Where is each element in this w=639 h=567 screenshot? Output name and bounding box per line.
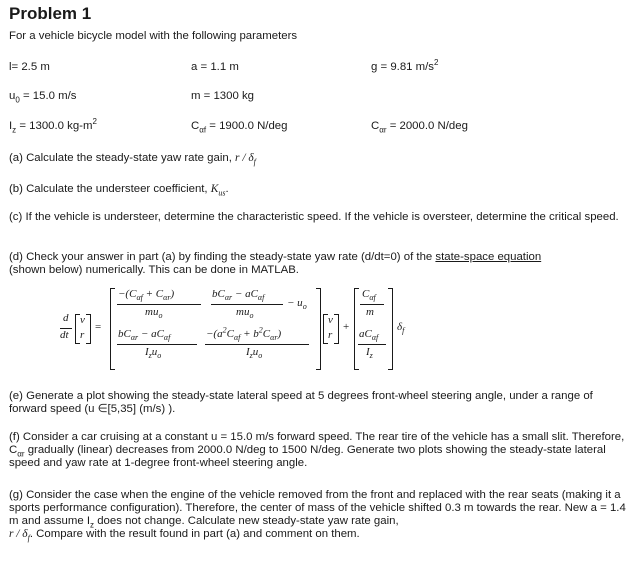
eq-r: r [80, 329, 85, 341]
eq-r-rhs: r [328, 329, 333, 341]
param-u0: $u_0 = 15.0$ m/s [9, 90, 77, 105]
eq-b1-num: $C_{\alpha f}$ [362, 288, 376, 303]
param-caf: $C_{\alpha f} = 1900.0$ N/deg [191, 120, 288, 135]
eq-v: v [80, 314, 85, 326]
param-car: $C_{\alpha r} = 2000.0$ N/deg [371, 120, 468, 135]
param-m: m = 1300 kg [191, 90, 255, 102]
param-iz: $I_z = 1300.0$ $kg-m^2$ [9, 117, 97, 135]
eq-plus: + [343, 321, 350, 333]
eq-a12-tail: − $u_o$ [287, 297, 307, 312]
param-g: g = 9.81 $m/s^2$ [371, 58, 439, 73]
eq-delta: $\delta_f$ [397, 321, 405, 336]
eq-dt: dt [60, 329, 69, 341]
eq-b1-den: m [366, 306, 374, 318]
eq-a21-num: $bC_{\alpha r} - aC_{\alpha f}$ [118, 328, 171, 343]
intro-text: For a vehicle bicycle model with the following parameters [9, 30, 298, 42]
eq-a11-num: $-(C_{\alpha f} + C_{\alpha r})$ [118, 288, 175, 303]
part-e: (e) Generate a plot showing the steady-state lateral speed at 5 degrees front-wheel steering angle, under a range of forward speed (u ∈[5,35] (m/s) ). [9, 390, 593, 415]
eq-d: d [63, 312, 69, 324]
eq-a12-num: $bC_{\alpha r} - aC_{\alpha f}$ [212, 288, 265, 303]
part-c: (c) If the vehicle is understeer, determine the characteristic speed. If the vehicle is oversteer, determine the critical speed. [9, 211, 619, 223]
eq-a22-num: $-(a^2C_{\alpha f} + b^2C_{\alpha r})$ [206, 325, 282, 343]
part-f: (f) Consider a car cruising at a constant u = 15.0 m/s forward speed. The rear tire of the vehicle has a small slit. Therefore, $C_{\alpha r}$ gradually (linear) decreases from 2000.0 N/deg to 1500 N/deg. Generate two plots showing the steady-state lateral speed and yaw rate at 1-degree front-wheel steering angle. [9, 431, 625, 469]
state-space-equation [60, 284, 600, 374]
eq-v-rhs: v [328, 314, 333, 326]
eq-equals: = [95, 321, 102, 333]
problem-title: Problem 1 [9, 4, 92, 23]
eq-b2-den: $I_z$ [366, 346, 373, 361]
eq-a21-den: $I_zu_o$ [145, 346, 162, 361]
param-l: l= 2.5 m [9, 61, 50, 73]
state-space-link: state-space equation [435, 251, 542, 263]
param-a: a = 1.1 m [191, 61, 239, 73]
eq-a12-den: $mu_o$ [236, 306, 254, 321]
part-b: (b) Calculate the understeer coefficient, $K_{us}$. [9, 183, 229, 198]
eq-a22-den: $I_zu_o$ [246, 346, 263, 361]
eq-b2-num: $aC_{\alpha f}$ [359, 328, 379, 343]
eq-a11-den: $mu_o$ [145, 306, 163, 321]
part-g: (g) Consider the case when the engine of the vehicle removed from the front and replaced with the rear seats (making it a sports performance configuration). Therefore, the center of mass of the vehicle shifted 0.3 m towards the rear. New a = 1.4 m and assume $I_z$ does not change. Calculate new steady-state yaw rate gain, r / $\delta_f$. Compare with the result found in part (a) and comment on them. [9, 489, 626, 543]
part-a: (a) Calculate the steady-state yaw rate gain, r / $\delta_f$ [9, 152, 256, 167]
part-d: (d) Check your answer in part (a) by finding the steady-state yaw rate (d/dt=0) of the state-space equation (shown below) numerically. This can be done in MATLAB. [9, 251, 542, 276]
